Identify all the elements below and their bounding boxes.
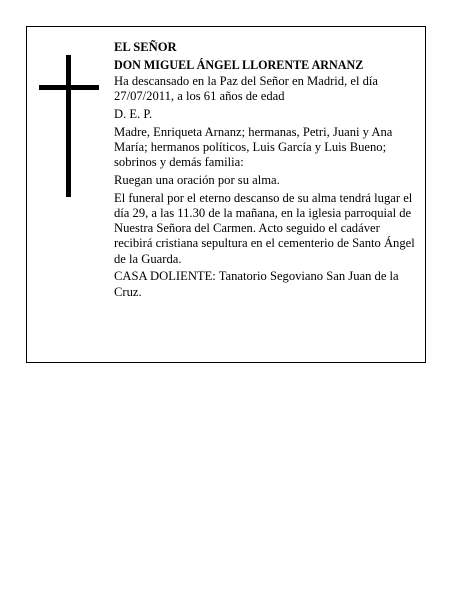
prayer-request-line: Ruegan una oración por su alma. bbox=[114, 173, 280, 187]
obituary-notice bbox=[26, 26, 426, 363]
announcement-paragraph: Ha descansado en la Paz del Señor en Madrid, el día 27/07/2011, a los 61 años de edad bbox=[114, 74, 379, 104]
notice-title: EL SEÑOR bbox=[114, 40, 177, 54]
cross-icon bbox=[39, 55, 99, 197]
family-paragraph: Madre, Enriqueta Arnanz; hermanas, Petri, Juani y Ana María; hermanos políticos, Luis García y Luis Bueno; sobrinos y demás familia: bbox=[114, 124, 393, 170]
cross-horizontal-bar bbox=[39, 85, 99, 90]
funeral-details-paragraph: El funeral por el eterno descanso de su alma tendrá lugar el día 29, a las 11.30 de la mañana, en la iglesia parroquial de Nuestra Señora del Carmen. Acto seguido el cadáver recibirá cristiana sepultura en el cementerio de Santo Ángel de la Guarda. bbox=[114, 190, 415, 266]
deceased-name: DON MIGUEL ÁNGEL LLORENTE ARNANZ bbox=[114, 57, 364, 72]
rest-in-peace-line: D. E. P. bbox=[114, 107, 153, 121]
mourning-house-line: CASA DOLIENTE: Tanatorio Segoviano San Juan de la Cruz. bbox=[114, 269, 399, 299]
cross-vertical-bar bbox=[66, 55, 71, 197]
notice-text bbox=[114, 40, 416, 302]
